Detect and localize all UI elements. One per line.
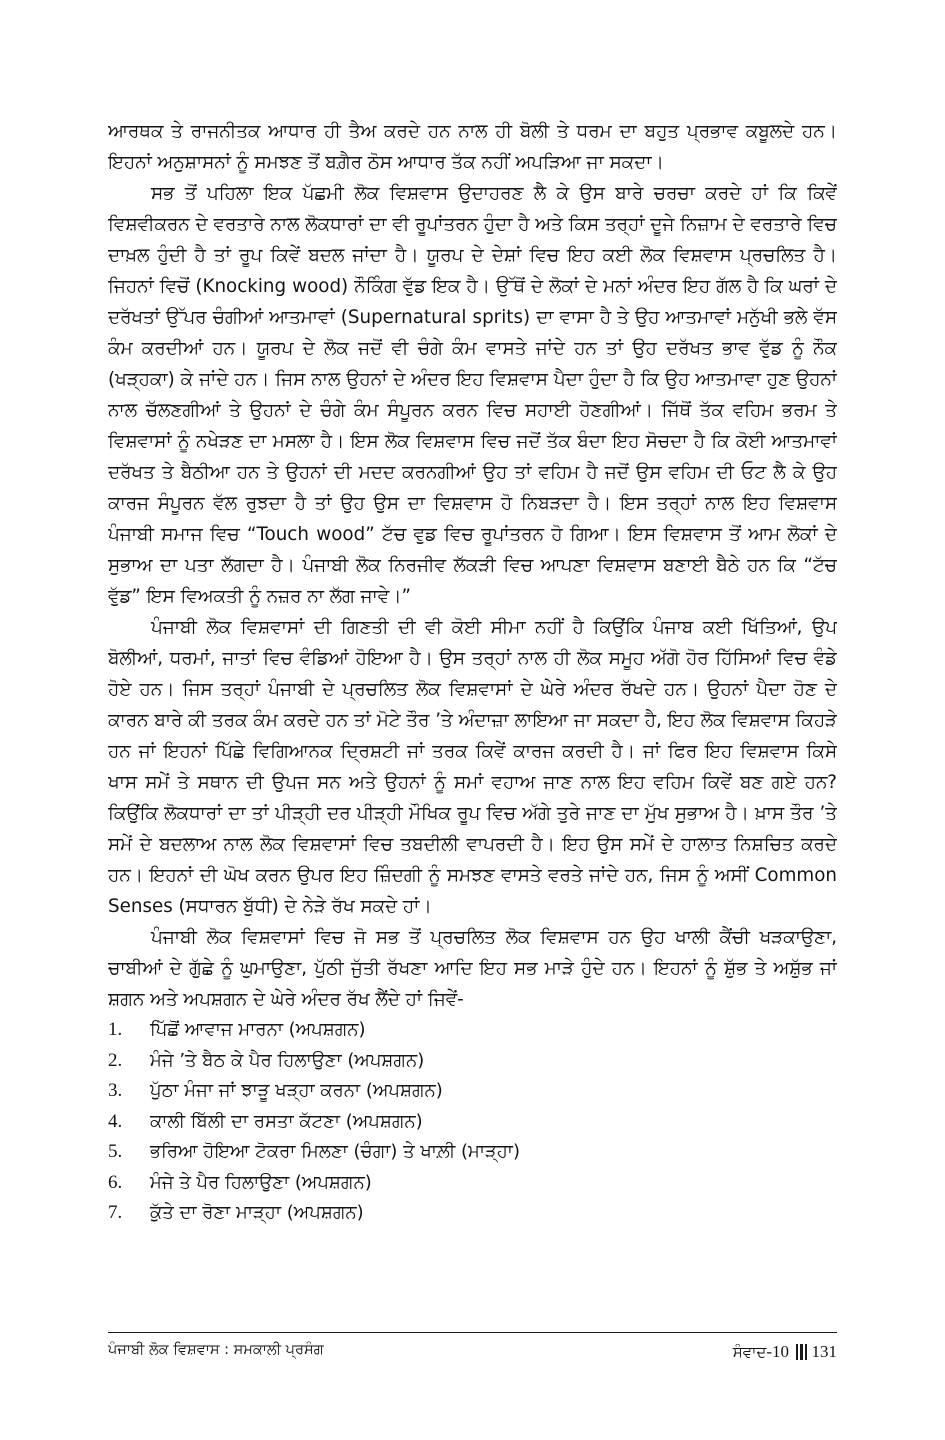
list-item: [108, 1107, 837, 1138]
running-book-title: ਪੰਜਾਬੀ ਲੋਕ ਵਿਸ਼ਵਾਸ : ਸਮਕਾਲੀ ਪ੍ਰਸੰਗ: [108, 1342, 324, 1358]
list-item-text: ਪਿੱਛੋਂ ਆਵਾਜ ਮਾਰਨਾ (ਅਪਸ਼ਗਨ): [150, 1019, 366, 1040]
omens-list: [108, 1015, 837, 1229]
list-item-text: ਕੁੱਤੇ ਦਾ ਰੋਣਾ ਮਾੜ੍ਹਾ (ਅਪਸ਼ਗਨ): [150, 1202, 364, 1223]
paragraph-knocking-wood: ਸਭ ਤੋਂ ਪਹਿਲਾ ਇਕ ਪੱਛਮੀ ਲੋਕ ਵਿਸ਼ਵਾਸ ਉਦਾਹਰਣ ਲੈ ਕੇ ਉਸ ਬਾਰੇ ਚਰਚਾ ਕਰਦੇ ਹਾਂ ਕਿ ਕਿਵੇਂ ਵਿਸ਼ਵੀਕਰਨ ਦੇ ਵਰਤਾਰੇ ਨਾਲ ਲੋਕਧਾਰਾਂ ਦਾ ਵੀ ਰੂਪਾਂਤਰਨ ਹੁੰਦਾ ਹੈ ਅਤੇ ਕਿਸ ਤਰ੍ਹਾਂ ਦੂਜੇ ਨਿਜ਼ਾਮ ਦੇ ਵਰਤਾਰੇ ਵਿਚ ਦਾਖ਼ਲ ਹੁੰਦੀ ਹੈ ਤਾਂ ਰੂਪ ਕਿਵੇਂ ਬਦਲ ਜਾਂਦਾ ਹੈ। ਯੂਰਪ ਦੇ ਦੇਸ਼ਾਂ ਵਿਚ ਇਹ ਕਈ ਲੋਕ ਵਿਸ਼ਵਾਸ ਪ੍ਰਚਲਿਤ ਹੈ। ਜਿਹਨਾਂ ਵਿਚੋਂ (Knocking wood) ਨੌਕਿੰਗ ਵੁੱਡ ਇਕ ਹੈ। ਉੱਥੋਂ ਦੇ ਲੋਕਾਂ ਦੇ ਮਨਾਂ ਅੰਦਰ ਇਹ ਗੱਲ ਹੈ ਕਿ ਘਰਾਂ ਦੇ ਦਰੱਖਤਾਂ ਉੱਪਰ ਚੰਗੀਆਂ ਆਤਮਾਵਾਂ (Supernatural sprits) ਦਾ ਵਾਸਾ ਹੈ ਤੇ ਉਹ ਆਤਮਾਵਾਂ ਮਨੁੱਖੀ ਭਲੇ ਵੱਸ ਕੰਮ ਕਰਦੀਆਂ ਹਨ। ਯੂਰਪ ਦੇ ਲੋਕ ਜਦੋਂ ਵੀ ਚੰਗੇ ਕੰਮ ਵਾਸਤੇ ਜਾਂਦੇ ਹਨ ਤਾਂ ਉਹ ਦਰੱਖਤ ਭਾਵ ਵੁੱਡ ਨੂੰ ਨੌਕ (ਖੜ੍ਹਕਾ) ਕੇ ਜਾਂਦੇ ਹਨ। ਜਿਸ ਨਾਲ ਉਹਨਾਂ ਦੇ ਅੰਦਰ ਇਹ ਵਿਸ਼ਵਾਸ ਪੈਦਾ ਹੁੰਦਾ ਹੈ ਕਿ ਉਹ ਆਤਮਾਵਾ ਹੁਣ ਉਹਨਾਂ ਨਾਲ ਚੱਲਣਗੀਆਂ ਤੇ ਉਹਨਾਂ ਦੇ ਚੰਗੇ ਕੰਮ ਸੰਪੂਰਨ ਕਰਨ ਵਿਚ ਸਹਾਈ ਹੋਣਗੀਆਂ। ਜਿੱਥੋਂ ਤੱਕ ਵਹਿਮ ਭਰਮ ਤੇ ਵਿਸ਼ਵਾਸਾਂ ਨੂੰ ਨਖੇੜਣ ਦਾ ਮਸਲਾ ਹੈ। ਇਸ ਲੋਕ ਵਿਸ਼ਵਾਸ ਵਿਚ ਜਦੋਂ ਤੱਕ ਬੰਦਾ ਇਹ ਸੋਚਦਾ ਹੈ ਕਿ ਕੋਈ ਆਤਮਾਵਾਂ ਦਰੱਖਤ ਤੇ ਬੈਠੀਆ ਹਨ ਤੇ ਉਹਨਾਂ ਦੀ ਮਦਦ ਕਰਨਗੀਆਂ ਉਹ ਤਾਂ ਵਹਿਮ ਹੈ ਜਦੋਂ ਉਸ ਵਹਿਮ ਦੀ ਓਟ ਲੈ ਕੇ ਉਹ ਕਾਰਜ ਸੰਪੂਰਨ ਵੱਲ ਰੁਝਦਾ ਹੈ ਤਾਂ ਉਹ ਉਸ ਦਾ ਵਿਸ਼ਵਾਸ ਹੋ ਨਿਬੜਦਾ ਹੈ। ਇਸ ਤਰ੍ਹਾਂ ਨਾਲ ਇਹ ਵਿਸ਼ਵਾਸ ਪੰਜਾਬੀ ਸਮਾਜ ਵਿਚ “Touch wood” ਟੱਚ ਵੁਡ ਵਿਚ ਰੂਪਾਂਤਰਨ ਹੋ ਗਿਆ। ਇਸ ਵਿਸ਼ਵਾਸ ਤੋਂ ਆਮ ਲੋਕਾਂ ਦੇ ਸੁਭਾਅ ਦਾ ਪਤਾ ਲੱਗਦਾ ਹੈ। ਪੰਜਾਬੀ ਲੋਕ ਨਿਰਜੀਵ ਲੱਕੜੀ ਵਿਚ ਆਪਣਾ ਵਿਸ਼ਵਾਸ ਬਣਾਈ ਬੈਠੇ ਹਨ ਕਿ “ਟੱਚ ਵੁੱਡ” ਇਸ ਵਿਅਕਤੀ ਨੂੰ ਨਜ਼ਰ ਨਾ ਲੱਗ ਜਾਵੇ।”: [108, 183, 837, 607]
list-item-text: ਭਰਿਆ ਹੋਇਆ ਟੋਕਰਾ ਮਿਲਣਾ (ਚੰਗਾ) ਤੇ ਖਾਲ਼ੀ (ਮਾੜ੍ਹਾ): [150, 1141, 520, 1162]
page-number: 131: [811, 1342, 837, 1361]
list-item-number: 6.: [108, 1171, 123, 1193]
footer-divider: [108, 1332, 837, 1333]
journal-name: ਸੰਵਾਦ: [732, 1343, 767, 1361]
list-item-number: 3.: [108, 1080, 123, 1101]
paragraph-common-beliefs: ਪੰਜਾਬੀ ਲੋਕ ਵਿਸ਼ਵਾਸਾਂ ਵਿਚ ਜੋ ਸਭ ਤੋਂ ਪ੍ਰਚਲਿਤ ਲੋਕ ਵਿਸ਼ਵਾਸ ਹਨ ਉਹ ਖਾਲੀ ਕੈਂਚੀ ਖੜਕਾਉਣਾ, ਚਾਬੀਆਂ ਦੇ ਗੁੱਛੇ ਨੂੰ ਘੁਮਾਉਣਾ, ਪੁੱਠੀ ਜੁੱਤੀ ਰੱਖਣਾ ਆਦਿ ਇਹ ਸਭ ਮਾੜੇ ਹੁੰਦੇ ਹਨ। ਇਹਨਾਂ ਨੂੰ ਸ਼ੁੱਭ ਤੇ ਅਸ਼ੁੱਭ ਜਾਂ ਸ਼ਗਨ ਅਤੇ ਅਪਸ਼ਗਨ ਦੇ ਘੇਰੇ ਅੰਦਰ ਰੱਖ ਲੈਂਦੇ ਹਾਂ ਜਿਵੇਂ-: [108, 927, 837, 1010]
list-item: [108, 1076, 837, 1107]
page-body: [108, 116, 837, 1316]
paragraph-continuation: ਆਰਥਕ ਤੇ ਰਾਜਨੀਤਕ ਆਧਾਰ ਹੀ ਤੈਅ ਕਰਦੇ ਹਨ ਨਾਲ ਹੀ ਬੋਲੀ ਤੇ ਧਰਮ ਦਾ ਬਹੁਤ ਪ੍ਰਭਾਵ ਕਬੂਲਦੇ ਹਨ। ਇਹਨਾਂ ਅਨੁਸ਼ਾਸਨਾਂ ਨੂੰ ਸਮਝਣ ਤੋਂ ਬਗ਼ੈਰ ਠੋਸ ਆਧਾਰ ਤੱਕ ਨਹੀਂ ਅਪੜਿਆ ਜਾ ਸਕਦਾ।: [108, 121, 837, 173]
list-item: [108, 1015, 837, 1046]
list-item-number: 2.: [108, 1049, 123, 1071]
paragraph-belief-count: ਪੰਜਾਬੀ ਲੋਕ ਵਿਸ਼ਵਾਸਾਂ ਦੀ ਗਿਣਤੀ ਦੀ ਵੀ ਕੋਈ ਸੀਮਾ ਨਹੀਂ ਹੈ ਕਿਉਂਕਿ ਪੰਜਾਬ ਕਈ ਖਿੱਤਿਆਂ, ਉਪ ਬੋਲੀਆਂ, ਧਰਮਾਂ, ਜਾਤਾਂ ਵਿਚ ਵੰਡਿਆਂ ਹੋਇਆ ਹੈ। ਉਸ ਤਰ੍ਹਾਂ ਨਾਲ ਹੀ ਲੋਕ ਸਮੂਹ ਅੱਗੋ ਹੋਰ ਹਿੱਸਿਆਂ ਵਿਚ ਵੰਡੇ ਹੋਏ ਹਨ। ਜਿਸ ਤਰ੍ਹਾਂ ਪੰਜਾਬੀ ਦੇ ਪ੍ਰਚਲਿਤ ਲੋਕ ਵਿਸ਼ਵਾਸਾਂ ਦੇ ਘੇਰੇ ਅੰਦਰ ਰੱਖਦੇ ਹਨ। ਉਹਨਾਂ ਪੈਦਾ ਹੋਣ ਦੇ ਕਾਰਨ ਬਾਰੇ ਕੀ ਤਰਕ ਕੰਮ ਕਰਦੇ ਹਨ ਤਾਂ ਮੋਟੇ ਤੌਰ ’ਤੇ ਅੰਦਾਜ਼ਾ ਲਾਇਆ ਜਾ ਸਕਦਾ ਹੈ, ਇਹ ਲੋਕ ਵਿਸ਼ਵਾਸ ਕਿਹੜੇ ਹਨ ਜਾਂ ਇਹਨਾਂ ਪਿੱਛੇ ਵਿਗਿਆਨਕ ਦ੍ਰਿਸ਼ਟੀ ਜਾਂ ਤਰਕ ਕਿਵੇਂ ਕਾਰਜ ਕਰਦੀ ਹੈ। ਜਾਂ ਫਿਰ ਇਹ ਵਿਸ਼ਵਾਸ ਕਿਸੇ ਖਾਸ ਸਮੇਂ ਤੇ ਸਥਾਨ ਦੀ ਉਪਜ ਸਨ ਅਤੇ ਉਹਨਾਂ ਨੂੰ ਸਮਾਂ ਵਹਾਅ ਜਾਣ ਨਾਲ ਇਹ ਵਹਿਮ ਕਿਵੇਂ ਬਣ ਗਏ ਹਨ? ਕਿਉਂਕਿ ਲੋਕਧਾਰਾਂ ਦਾ ਤਾਂ ਪੀੜ੍ਹੀ ਦਰ ਪੀੜ੍ਹੀ ਮੌਖਿਕ ਰੂਪ ਵਿਚ ਅੱਗੇ ਤੁਰੇ ਜਾਣ ਦਾ ਮੁੱਖ ਸੁਭਾਅ ਹੈ। ਖ਼ਾਸ ਤੌਰ ’ਤੇ ਸਮੇਂ ਦੇ ਬਦਲਾਅ ਨਾਲ ਲੋਕ ਵਿਸ਼ਵਾਸਾਂ ਵਿਚ ਤਬਦੀਲੀ ਵਾਪਰਦੀ ਹੈ। ਇਹ ਉਸ ਸਮੇਂ ਦੇ ਹਾਲਾਤ ਨਿਸ਼ਚਿਤ ਕਰਦੇ ਹਨ। ਇਹਨਾਂ ਦੀ ਘੋਖ ਕਰਨ ਉਪਰ ਇਹ ਜ਼ਿੰਦਗੀ ਨੂੰ ਸਮਝਣ ਵਾਸਤੇ ਵਰਤੇ ਜਾਂਦੇ ਹਨ, ਜਿਸ ਨੂੰ ਅਸੀਂ Common Senses (ਸਧਾਰਨ ਬੁੱਧੀ) ਦੇ ਨੇੜੇ ਰੱਖ ਸਕਦੇ ਹਾਂ।: [108, 617, 837, 917]
footer-journal-info: [733, 1339, 837, 1365]
list-item: [108, 1137, 837, 1168]
list-item-number: 1.: [108, 1019, 123, 1040]
list-item: [108, 1046, 837, 1077]
journal-issue: -10: [766, 1342, 789, 1361]
list-item-number: 5.: [108, 1141, 123, 1162]
list-item-text: ਮੰਜੇ ਤੇ ਪੈਰ ਹਿਲਾਉਣਾ (ਅਪਸ਼ਗਨ): [150, 1171, 372, 1193]
list-item-number: 7.: [108, 1202, 123, 1223]
list-item-number: 4.: [108, 1110, 123, 1132]
page-footer: [108, 1337, 837, 1367]
separator-bars-icon: [796, 1344, 807, 1360]
list-item: [108, 1168, 837, 1199]
list-item-text: ਪੁੱਠਾ ਮੰਜਾ ਜਾਂ ਝਾੜੂ ਖੜ੍ਹਾ ਕਰਨਾ (ਅਪਸ਼ਗਨ): [150, 1080, 443, 1101]
list-item-text: ਕਾਲੀ ਬਿੱਲੀ ਦਾ ਰਸਤਾ ਕੱਟਣਾ (ਅਪਸ਼ਗਨ): [150, 1110, 423, 1132]
list-item: [108, 1198, 837, 1229]
list-item-text: ਮੰਜੇ ’ਤੇ ਬੈਠ ਕੇ ਪੈਰ ਹਿਲਾਉਣਾ (ਅਪਸ਼ਗਨ): [150, 1049, 425, 1071]
